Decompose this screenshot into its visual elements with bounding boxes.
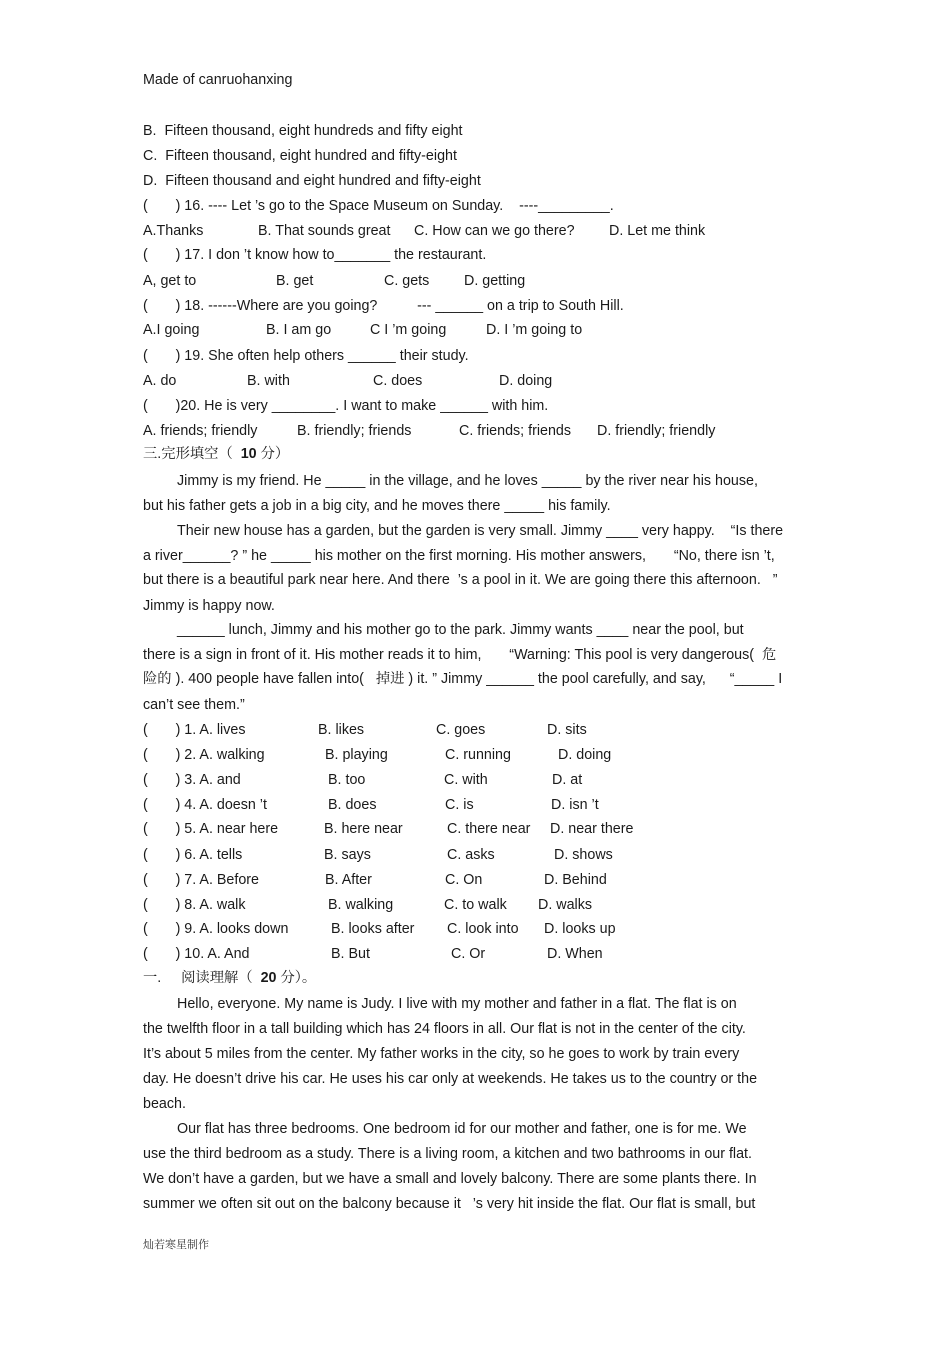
q17-stem: ( ) 17. I don ’t know how to_______ the restaurant. bbox=[143, 247, 487, 263]
cloze-option-b: B. here near bbox=[324, 821, 403, 837]
cloze-option-c: C. to walk bbox=[444, 897, 507, 913]
q17-option-a: A, get to bbox=[143, 273, 197, 289]
cloze-option-d: D. doing bbox=[558, 747, 612, 763]
cloze-option-d: D. at bbox=[552, 772, 583, 788]
cloze-title-score: 10 bbox=[240, 446, 257, 462]
cloze-option-c: C. look into bbox=[447, 921, 519, 937]
cloze-option-c: C. asks bbox=[447, 847, 495, 863]
cloze-option-b: B. looks after bbox=[331, 921, 415, 937]
cloze-question-num: ( ) 1. A. lives bbox=[143, 722, 246, 738]
reading-title-prefix: 一. 阅读理解（ bbox=[143, 970, 261, 986]
cloze-option-c: C. running bbox=[445, 747, 511, 763]
reading-title-score: 20 bbox=[260, 970, 277, 986]
cloze-question-num: ( ) 7. A. Before bbox=[143, 872, 260, 888]
q16-stem: ( ) 16. ---- Let ’s go to the Space Museum on Sunday. ----_________. bbox=[143, 198, 614, 214]
cloze-option-d: D. isn ’t bbox=[551, 797, 599, 813]
cloze-line: a river______? ” he _____ his mother on the first morning. His mother answers, “No, there isn ’t, bbox=[143, 548, 775, 564]
q19-option-b: B. with bbox=[247, 373, 290, 389]
cloze-option-b: B. playing bbox=[325, 747, 388, 763]
cloze-question-num: ( ) 9. A. looks down bbox=[143, 921, 289, 937]
cloze-line: ______ lunch, Jimmy and his mother go to the park. Jimmy wants ____ near the pool, but bbox=[177, 622, 744, 638]
cloze-option-b: B. too bbox=[328, 772, 366, 788]
cloze-title-suffix: 分） bbox=[256, 446, 290, 462]
q18-option-b: B. I am go bbox=[266, 322, 332, 338]
q20-option-c: C. friends; friends bbox=[459, 423, 572, 439]
cloze-option-d: D. looks up bbox=[544, 921, 616, 937]
cloze-line: but his father gets a job in a big city, and he moves there _____ his family. bbox=[143, 498, 611, 514]
cloze-title-prefix: 三.完形填空（ bbox=[143, 446, 241, 462]
reading-line: use the third bedroom as a study. There is a living room, a kitchen and two bathrooms in our flat. bbox=[143, 1146, 752, 1162]
cloze-option-d: D. When bbox=[547, 946, 603, 962]
cloze-option-c: C. goes bbox=[436, 722, 486, 738]
page-footer: 灿若寒星制作 bbox=[143, 1238, 209, 1251]
reading-line: the twelfth floor in a tall building which has 24 floors in all. Our flat is not in the center of the city. bbox=[143, 1021, 746, 1037]
q15-option-c: C. Fifteen thousand, eight hundred and fifty-eight bbox=[143, 148, 457, 164]
q15-option-d: D. Fifteen thousand and eight hundred and fifty-eight bbox=[143, 173, 481, 189]
cloze-line: 险的 ). 400 people have fallen into( 掉进 ) it. ” Jimmy ______ the pool carefully, and say, “_____ I bbox=[143, 671, 783, 687]
reading-title-suffix: 分）。 bbox=[276, 970, 317, 986]
cloze-option-c: C. is bbox=[445, 797, 474, 813]
q20-option-b: B. friendly; friends bbox=[297, 423, 412, 439]
q19-option-d: D. doing bbox=[499, 373, 553, 389]
cloze-option-c: C. with bbox=[444, 772, 488, 788]
q17-option-b: B. get bbox=[276, 273, 314, 289]
q17-option-c: C. gets bbox=[384, 273, 430, 289]
reading-line: Our flat has three bedrooms. One bedroom id for our mother and father, one is for me. We bbox=[177, 1121, 747, 1137]
q18-option-d: D. I ’m going to bbox=[486, 322, 583, 338]
cloze-option-b: B. likes bbox=[318, 722, 365, 738]
cloze-option-b: B. After bbox=[325, 872, 372, 888]
reading-line: We don’t have a garden, but we have a small and lovely balcony. There are some plants there. In bbox=[143, 1171, 757, 1187]
cloze-question-num: ( ) 10. A. And bbox=[143, 946, 250, 962]
q16-option-a: A.Thanks bbox=[143, 223, 204, 239]
cloze-question-num: ( ) 3. A. and bbox=[143, 772, 241, 788]
cloze-option-d: D. shows bbox=[554, 847, 613, 863]
cloze-option-c: C. Or bbox=[451, 946, 486, 962]
cloze-question-num: ( ) 5. A. near here bbox=[143, 821, 279, 837]
cloze-question-num: ( ) 2. A. walking bbox=[143, 747, 265, 763]
cloze-option-b: B. walking bbox=[328, 897, 394, 913]
cloze-option-b: B. does bbox=[328, 797, 377, 813]
reading-section-title bbox=[143, 969, 316, 987]
cloze-option-c: C. On bbox=[445, 872, 483, 888]
q18-option-a: A.I going bbox=[143, 322, 200, 338]
cloze-question-num: ( ) 8. A. walk bbox=[143, 897, 246, 913]
q16-option-d: D. Let me think bbox=[609, 223, 706, 239]
q18-stem: ( ) 18. ------Where are you going? --- ______ on a trip to South Hill. bbox=[143, 298, 624, 314]
reading-line: It’s about 5 miles from the center. My father works in the city, so he goes to work by train every bbox=[143, 1046, 740, 1062]
q19-option-c: C. does bbox=[373, 373, 423, 389]
q17-option-d: D. getting bbox=[464, 273, 526, 289]
cloze-option-d: D. sits bbox=[547, 722, 587, 738]
q16-option-c: C. How can we go there? bbox=[414, 223, 575, 239]
reading-line: beach. bbox=[143, 1096, 186, 1112]
q19-stem: ( ) 19. She often help others ______ their study. bbox=[143, 348, 469, 364]
cloze-line: there is a sign in front of it. His mother reads it to him, “Warning: This pool is very dangerous( 危 bbox=[143, 647, 777, 663]
q19-option-a: A. do bbox=[143, 373, 177, 389]
reading-line: summer we often sit out on the balcony because it ’s very hit inside the flat. Our flat is small, but bbox=[143, 1196, 756, 1212]
cloze-option-d: D. walks bbox=[538, 897, 593, 913]
q15-option-b: B. Fifteen thousand, eight hundreds and fifty eight bbox=[143, 123, 463, 139]
cloze-line: Jimmy is my friend. He _____ in the village, and he loves _____ by the river near his house, bbox=[177, 473, 758, 489]
cloze-option-b: B. says bbox=[324, 847, 371, 863]
cloze-option-c: C. there near bbox=[447, 821, 531, 837]
cloze-section-title bbox=[143, 445, 289, 463]
q20-option-a: A. friends; friendly bbox=[143, 423, 258, 439]
cloze-line: Their new house has a garden, but the garden is very small. Jimmy ____ very happy. “Is there bbox=[177, 523, 784, 539]
q16-option-b: B. That sounds great bbox=[258, 223, 391, 239]
page-header: Made of canruohanxing bbox=[143, 72, 293, 88]
cloze-option-b: B. But bbox=[331, 946, 370, 962]
reading-line: Hello, everyone. My name is Judy. I live with my mother and father in a flat. The flat is on bbox=[177, 996, 737, 1012]
cloze-question-num: ( ) 4. A. doesn ’t bbox=[143, 797, 267, 813]
cloze-option-d: D. near there bbox=[550, 821, 634, 837]
cloze-line: but there is a beautiful park near here. And there ’s a pool in it. We are going there this afternoon. ” bbox=[143, 572, 778, 588]
q18-option-c: C I ’m going bbox=[370, 322, 447, 338]
q20-stem: ( )20. He is very ________. I want to make ______ with him. bbox=[143, 398, 549, 414]
cloze-option-d: D. Behind bbox=[544, 872, 607, 888]
cloze-line: can’t see them.” bbox=[143, 697, 245, 713]
cloze-line: Jimmy is happy now. bbox=[143, 598, 275, 614]
reading-line: day. He doesn’t drive his car. He uses his car only at weekends. He takes us to the country or the bbox=[143, 1071, 758, 1087]
cloze-question-num: ( ) 6. A. tells bbox=[143, 847, 243, 863]
q20-option-d: D. friendly; friendly bbox=[597, 423, 716, 439]
